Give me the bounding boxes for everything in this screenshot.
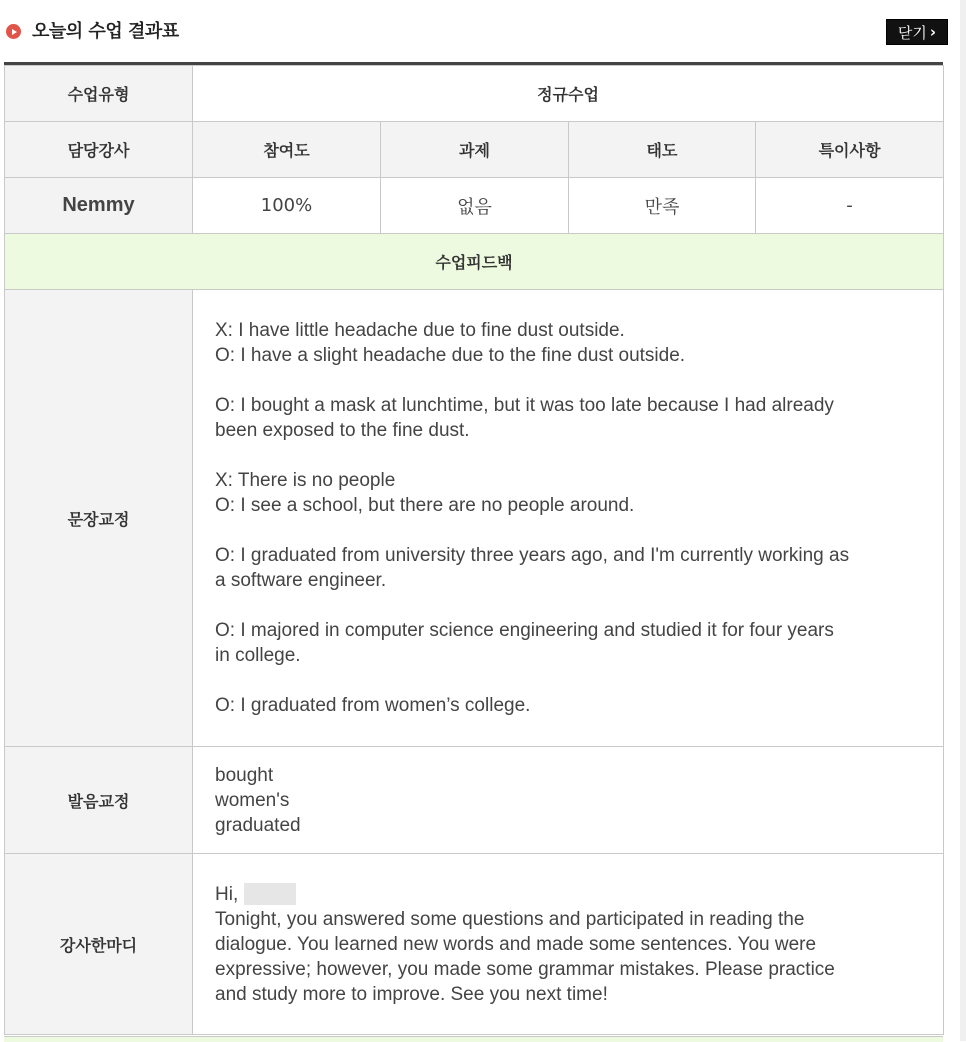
feedback-header-row xyxy=(5,234,944,290)
teacher-comment-content xyxy=(193,854,944,1035)
participation-header: 참여도 xyxy=(193,122,381,178)
sentence-correction-label: 문장교정 xyxy=(5,290,193,747)
pronunciation-content xyxy=(193,747,944,854)
attitude-value: 만족 xyxy=(569,178,756,234)
attitude-header: 태도 xyxy=(569,122,756,178)
pronunciation-word: graduated xyxy=(215,814,301,836)
feedback-header: 수업피드백 xyxy=(5,234,944,290)
correction-line: O: I graduated from university three years ago, and I'm currently working as xyxy=(215,545,850,566)
comment-greeting-line xyxy=(215,882,943,907)
table-row xyxy=(5,178,944,234)
correction-block xyxy=(215,393,943,443)
sentence-correction-content xyxy=(193,290,944,747)
teacher-comment-row xyxy=(5,854,944,1035)
participation-value: 100% xyxy=(193,178,381,234)
correction-line: O: I graduated from women’s college. xyxy=(215,695,531,716)
comment-greeting: Hi, xyxy=(215,883,239,905)
correction-block xyxy=(215,693,943,718)
comment-line: and study more to improve. See you next time! xyxy=(215,983,608,1005)
class-type-row xyxy=(5,66,944,122)
correction-block xyxy=(215,318,943,368)
redacted-student-name xyxy=(244,883,296,905)
correction-block xyxy=(215,468,943,518)
close-button-label: 닫기 xyxy=(897,23,927,42)
correction-line: O: I see a school, but there are no people around. xyxy=(215,495,635,516)
notes-header: 특이사항 xyxy=(756,122,944,178)
chevron-right-icon: › xyxy=(929,23,937,41)
teacher-comment-label: 강사한마디 xyxy=(5,854,193,1035)
correction-line: a software engineer. xyxy=(215,570,387,591)
class-type-label: 수업유형 xyxy=(5,66,193,122)
pronunciation-label: 발음교정 xyxy=(5,747,193,854)
notes-value: - xyxy=(756,178,944,234)
page-header xyxy=(0,0,966,62)
close-button[interactable] xyxy=(886,19,948,45)
column-header-row xyxy=(5,122,944,178)
correction-line: O: I bought a mask at lunchtime, but it was too late because I had already xyxy=(215,395,834,416)
homework-value: 없음 xyxy=(381,178,569,234)
page-title: 오늘의 수업 결과표 xyxy=(32,21,179,42)
teacher-name: Nemmy xyxy=(5,178,193,234)
homework-header: 과제 xyxy=(381,122,569,178)
comment-line: expressive; however, you made some grammar mistakes. Please practice xyxy=(215,958,835,980)
class-type-value: 정규수업 xyxy=(193,66,944,122)
comment-line: dialogue. You learned new words and made some sentences. You were xyxy=(215,933,817,955)
correction-line: X: I have little headache due to fine dust outside. xyxy=(215,320,625,341)
sentence-correction-row xyxy=(5,290,944,747)
next-section-strip xyxy=(4,1036,943,1042)
scrollbar[interactable] xyxy=(960,0,966,1041)
correction-block xyxy=(215,543,943,593)
correction-block xyxy=(215,618,943,668)
pronunciation-word: bought xyxy=(215,764,274,786)
correction-line: been exposed to the fine dust. xyxy=(215,420,470,441)
teacher-header: 담당강사 xyxy=(5,122,193,178)
pronunciation-word: women's xyxy=(215,789,290,811)
correction-line: O: I have a slight headache due to the fine dust outside. xyxy=(215,345,686,366)
play-bullet-icon xyxy=(6,24,21,39)
correction-line: in college. xyxy=(215,645,301,666)
correction-line: X: There is no people xyxy=(215,470,396,491)
comment-line: Tonight, you answered some questions and participated in reading the xyxy=(215,908,805,930)
pronunciation-row xyxy=(5,747,944,854)
correction-line: O: I majored in computer science engineering and studied it for four years xyxy=(215,620,834,641)
class-result-table xyxy=(4,65,944,1035)
